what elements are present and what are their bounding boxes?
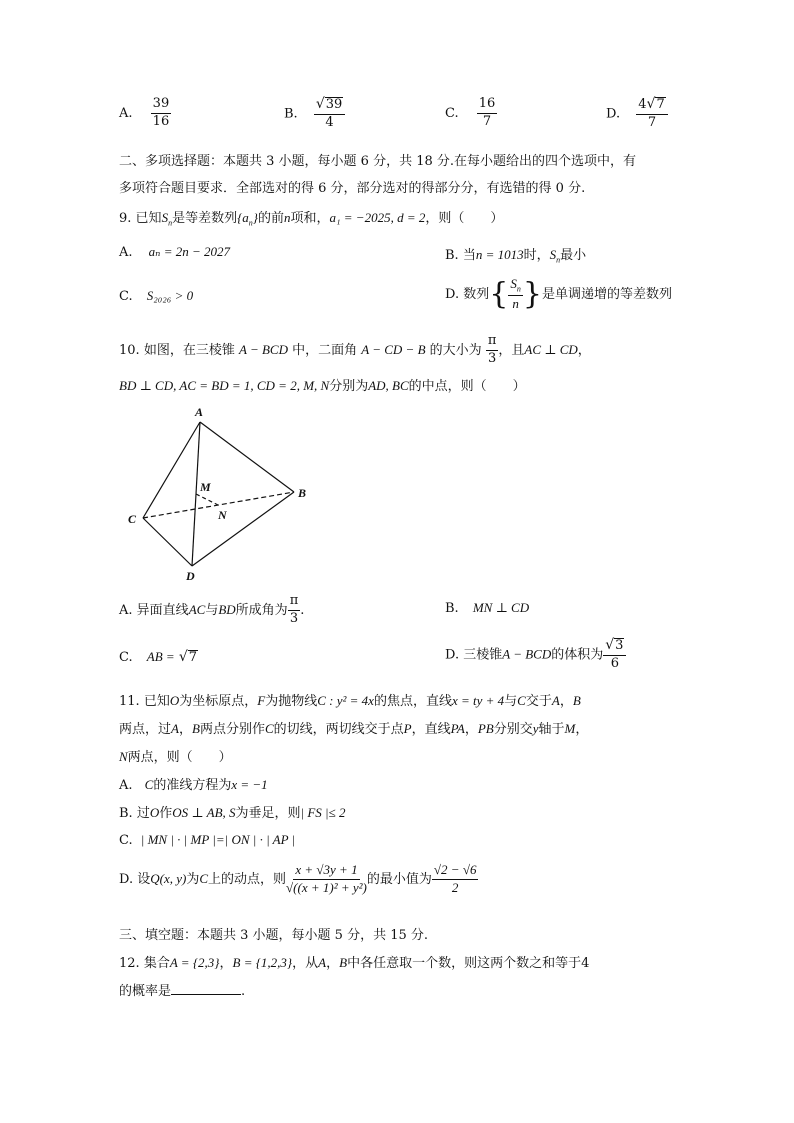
section3-header: 三、填空题：本题共 3 小题，每小题 5 分，共 15 分. (119, 928, 429, 943)
tetrahedron-figure (120, 402, 320, 587)
q11-stem-line2: 两点，过A，B两点分别作C的切线，两切线交于点P，直线PA，PB分别交y轴于M， (119, 721, 589, 737)
label-m: M (200, 480, 211, 494)
q10-option-a: A. 异面直线AC与BD所成角为 $\frac{\pi}{3}$ . (119, 593, 305, 626)
q10-option-c: C. AB = √ 7 (119, 649, 198, 665)
edge-ac (143, 422, 200, 518)
edge-ab (200, 422, 294, 492)
q10-stem-line2: BD ⊥ CD, AC = BD = 1, CD = 2, M, N分别为AD, BC的中点，则（ ） (119, 378, 526, 394)
edge-cd (143, 518, 192, 566)
fraction: 4 √ 7 7 (636, 97, 667, 131)
q11-option-a: A. C的准线方程为x = −1 (119, 777, 268, 793)
q11-option-d: D. 设Q(x, y)为C上的动点，则 $\frac{x + √3y + 1}{\text{√((x + 1)² + y²)}}$ 的最小值为 $\frac{√2 - √6}{2}$ (119, 862, 477, 895)
q11-option-c: C. | MN | · | MP |=| ON | · | AP | (119, 832, 296, 848)
q11-stem-line3: N两点，则（ ） (119, 749, 232, 765)
section2-line1: 二、多项选择题：本题共 3 小题，每小题 6 分，共 18 分.在每小题给出的四个选项中，有 (119, 154, 637, 169)
fraction: $\frac{16}{7}$ (478, 96, 496, 129)
q11-stem-line1: 11. 已知O为坐标原点，F为抛物线C : y² = 4x的焦点，直线x = ty + 4与C交于A，B (119, 693, 581, 709)
answer-blank[interactable] (171, 981, 241, 995)
label-b: B (298, 486, 307, 500)
option-a: A. $\frac{39}{16}$ (119, 96, 170, 129)
fraction: $\frac{39}{16}$ (152, 96, 170, 129)
option-c: C. $\frac{16}{7}$ (445, 96, 496, 129)
q11-option-b: B. 过O作OS ⊥ AB, S为垂足，则| FS |≤ 2 (119, 805, 346, 821)
q10-stem-line1: 10. 如图，在三棱锥 A − BCD 中，二面角 A − CD − B 的大小为 $\frac{\pi}{3}$ ，且AC ⊥ CD， (119, 333, 591, 366)
section2-line2: 多项符合题目要求．全部选对的得 6 分，部分选对的得部分分，有选错的得 0 分. (119, 181, 586, 196)
label-d: D (186, 569, 195, 583)
q9-option-a: A. aₙ = 2n − 2027 (119, 244, 230, 260)
label-a: A (195, 405, 204, 419)
q9-option-b: B. 当n = 1013时，$S_n$最小 (445, 247, 587, 265)
option-d: D. 4 √ 7 7 (606, 97, 668, 131)
segment-mn-hidden (196, 494, 218, 505)
edge-bd (192, 492, 294, 566)
label-n: N (218, 508, 227, 522)
label-c: C (128, 512, 137, 526)
q10-option-d: D. 三棱锥A − BCD的体积为 √ 3 6 (445, 638, 626, 672)
q9-option-c: C. S₂₀₂₆ > 0 (119, 288, 194, 304)
fraction: √ 39 4 (314, 97, 345, 131)
q9-stem: 9. 已知$S_n$是等差数列$\{a_n\}$的前n项和，a₁ = −2025, d = 2，则（ ） (119, 210, 504, 228)
q9-option-d: D. 数列{ $\frac{S_n}{n}$ }是单调递增的等差数列 (445, 276, 672, 312)
pi-over-3: $\frac{\pi}{3}$ (487, 333, 497, 366)
option-b: B. √ 39 4 (284, 97, 345, 131)
q10-option-b: B. MN ⊥ CD (445, 600, 530, 616)
q12-stem-line2: 的概率是 . (119, 980, 245, 999)
q12-stem-line1: 12. 集合A = {2,3}，B = {1,2,3}，从A，B中各任意取一个数，则这两个数之和等于4 (119, 955, 590, 971)
